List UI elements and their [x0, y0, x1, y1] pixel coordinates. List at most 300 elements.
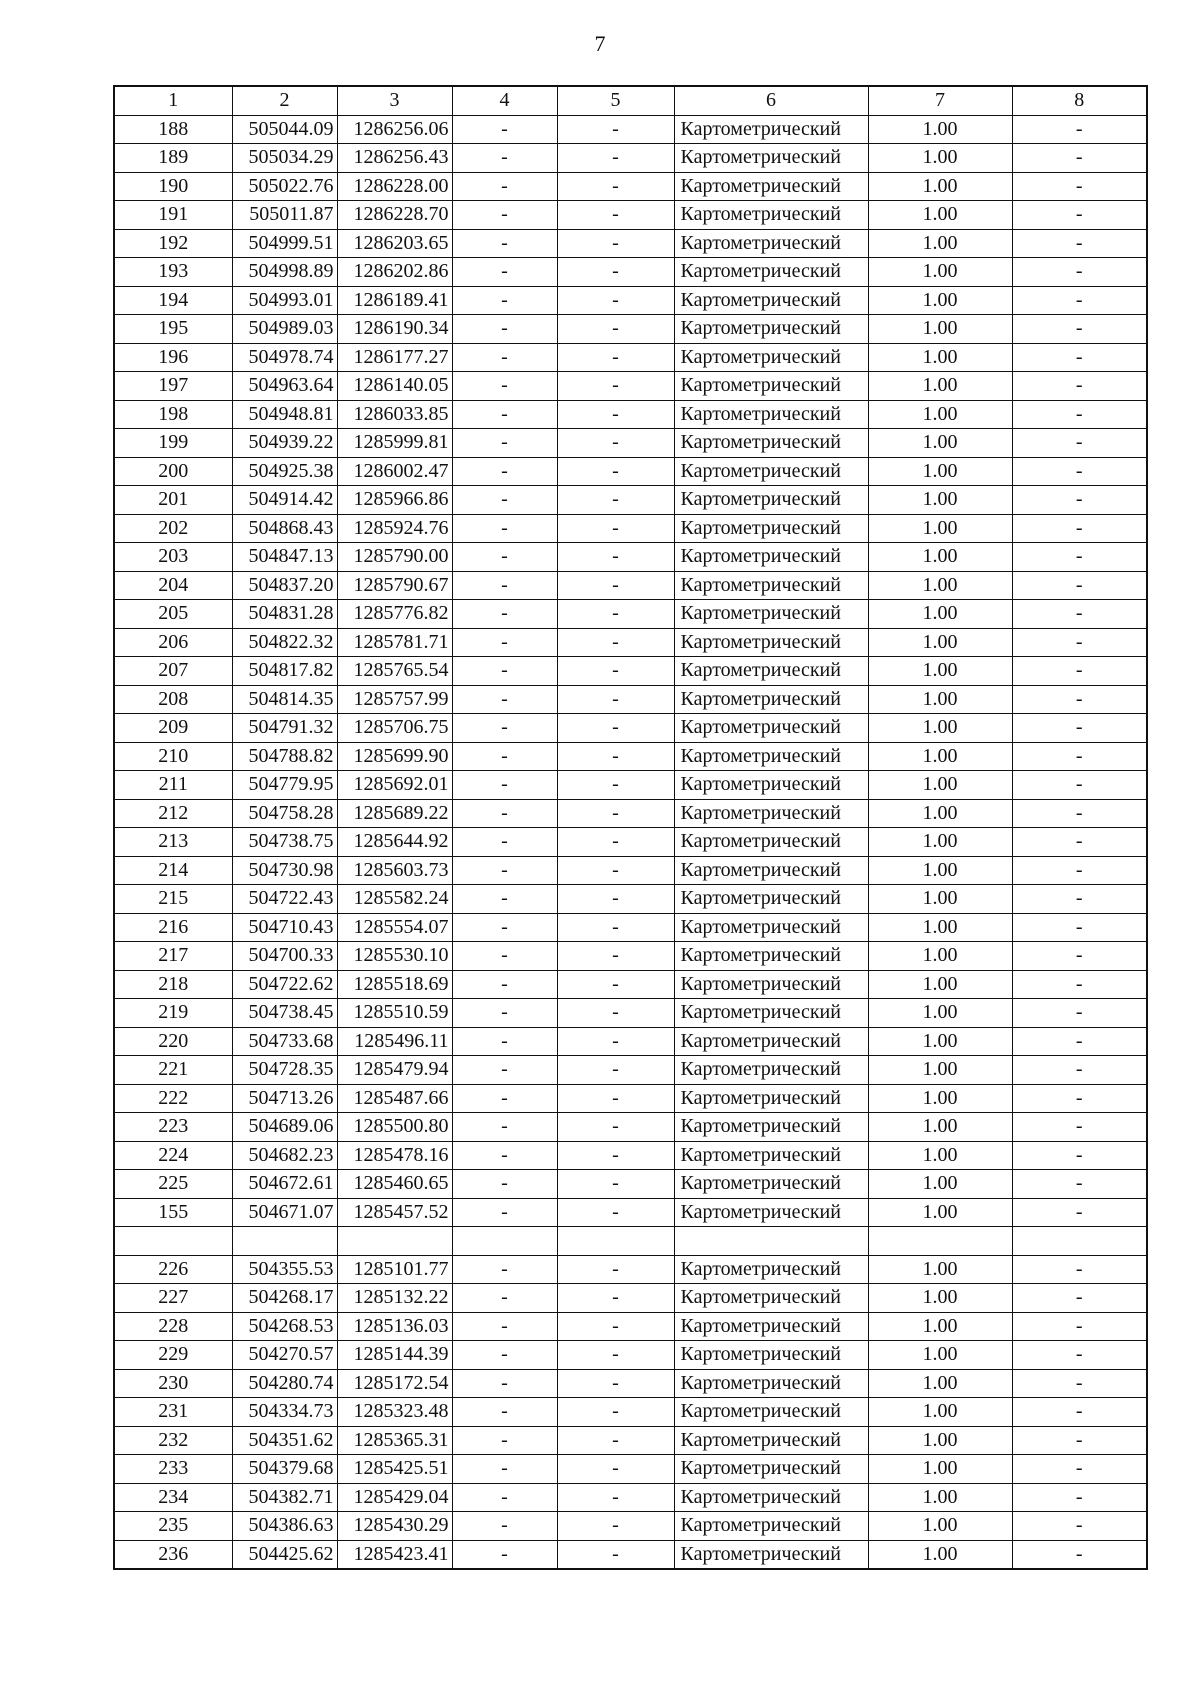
col-5-value-cell: - — [557, 343, 674, 372]
accuracy-cell: 1.00 — [868, 856, 1012, 885]
point-number-cell: 205 — [114, 600, 232, 629]
method-cell: Картометрический — [674, 1027, 868, 1056]
accuracy-cell: 1.00 — [868, 343, 1012, 372]
table-row — [114, 1227, 1147, 1256]
point-number-cell: 195 — [114, 315, 232, 344]
col-4-value-cell: - — [452, 828, 557, 857]
col-8-value-cell: - — [1012, 486, 1147, 515]
point-number-cell: 194 — [114, 286, 232, 315]
table-row — [114, 286, 1147, 315]
col-8-value-cell: - — [1012, 372, 1147, 401]
coord-y-cell: 1285101.77 — [337, 1255, 452, 1284]
col-8-value-cell: - — [1012, 1540, 1147, 1569]
accuracy-cell: 1.00 — [868, 742, 1012, 771]
col-8-value-cell: - — [1012, 571, 1147, 600]
point-number-cell: 223 — [114, 1113, 232, 1142]
coord-y-cell: 1285776.82 — [337, 600, 452, 629]
coord-x-cell: 504978.74 — [232, 343, 337, 372]
coord-x-cell: 504722.62 — [232, 970, 337, 999]
coord-y-cell: 1285430.29 — [337, 1512, 452, 1541]
method-cell: Картометрический — [674, 429, 868, 458]
coord-y-cell: 1285966.86 — [337, 486, 452, 515]
coord-y-cell: 1286177.27 — [337, 343, 452, 372]
accuracy-cell: 1.00 — [868, 1540, 1012, 1569]
coord-y-cell: 1285999.81 — [337, 429, 452, 458]
col-5-value-cell: - — [557, 657, 674, 686]
col-5-value-cell: - — [557, 115, 674, 144]
accuracy-cell: 1.00 — [868, 685, 1012, 714]
point-number-cell: 193 — [114, 258, 232, 287]
table-row — [114, 1512, 1147, 1541]
point-number-cell: 198 — [114, 400, 232, 429]
col-4-value-cell: - — [452, 600, 557, 629]
coord-x-cell: 504993.01 — [232, 286, 337, 315]
coord-x-cell: 504817.82 — [232, 657, 337, 686]
col-4-value-cell: - — [452, 172, 557, 201]
col-4-value-cell: - — [452, 913, 557, 942]
col-8-value-cell: - — [1012, 771, 1147, 800]
col-5-value-cell: - — [557, 286, 674, 315]
col-4-value-cell: - — [452, 856, 557, 885]
col-5-value-cell: - — [557, 1027, 674, 1056]
point-number-cell: 212 — [114, 799, 232, 828]
table-row — [114, 201, 1147, 230]
method-cell: Картометрический — [674, 457, 868, 486]
table-row — [114, 657, 1147, 686]
accuracy-cell: 1.00 — [868, 1512, 1012, 1541]
col-8-value-cell: - — [1012, 970, 1147, 999]
col-4-value-cell: - — [452, 1540, 557, 1569]
col-8-value-cell: - — [1012, 1113, 1147, 1142]
table-row — [114, 571, 1147, 600]
table-row — [114, 1113, 1147, 1142]
header-col-4: 4 — [452, 86, 557, 115]
coord-x-cell: 504758.28 — [232, 799, 337, 828]
method-cell: Картометрический — [674, 144, 868, 173]
point-number-cell: 204 — [114, 571, 232, 600]
col-8-value-cell: - — [1012, 1084, 1147, 1113]
col-8-value-cell: - — [1012, 400, 1147, 429]
coord-y-cell: 1285644.92 — [337, 828, 452, 857]
coord-y-cell: 1285781.71 — [337, 628, 452, 657]
table-row — [114, 144, 1147, 173]
point-number-cell: 220 — [114, 1027, 232, 1056]
point-number-cell: 206 — [114, 628, 232, 657]
header-col-1: 1 — [114, 86, 232, 115]
accuracy-cell: 1.00 — [868, 258, 1012, 287]
col-5-value-cell: - — [557, 1312, 674, 1341]
method-cell: Картометрический — [674, 1113, 868, 1142]
coord-y-cell: 1285765.54 — [337, 657, 452, 686]
col-4-value-cell: - — [452, 1341, 557, 1370]
coord-y-cell: 1285457.52 — [337, 1198, 452, 1227]
table-row — [114, 1483, 1147, 1512]
col-5-value-cell: - — [557, 571, 674, 600]
col-4-value-cell: - — [452, 144, 557, 173]
accuracy-cell: 1.00 — [868, 1056, 1012, 1085]
method-cell: Картометрический — [674, 1398, 868, 1427]
coord-y-cell: 1285924.76 — [337, 514, 452, 543]
coord-x-cell: 504822.32 — [232, 628, 337, 657]
col-4-value-cell: - — [452, 885, 557, 914]
col-8-value-cell: - — [1012, 1170, 1147, 1199]
coord-x-cell: 504728.35 — [232, 1056, 337, 1085]
point-number-cell: 228 — [114, 1312, 232, 1341]
point-number-cell: 191 — [114, 201, 232, 230]
col-5-value-cell: - — [557, 1426, 674, 1455]
accuracy-cell: 1.00 — [868, 429, 1012, 458]
coord-y-cell: 1286256.06 — [337, 115, 452, 144]
coord-x-cell: 504270.57 — [232, 1341, 337, 1370]
coord-y-cell: 1285479.94 — [337, 1056, 452, 1085]
accuracy-cell: 1.00 — [868, 1284, 1012, 1313]
table-row — [114, 628, 1147, 657]
coord-x-cell: 504268.53 — [232, 1312, 337, 1341]
method-cell: Картометрический — [674, 1483, 868, 1512]
table-row — [114, 942, 1147, 971]
col-5-value-cell: - — [557, 885, 674, 914]
col-5-value-cell: - — [557, 457, 674, 486]
page-number: 7 — [594, 31, 606, 56]
col-4-value-cell: - — [452, 714, 557, 743]
accuracy-cell: 1.00 — [868, 201, 1012, 230]
col-4-value-cell: - — [452, 1141, 557, 1170]
col-8-value-cell: - — [1012, 429, 1147, 458]
accuracy-cell: 1.00 — [868, 885, 1012, 914]
col-5-value-cell: - — [557, 486, 674, 515]
point-number-cell: 232 — [114, 1426, 232, 1455]
table-row — [114, 1198, 1147, 1227]
method-cell: Картометрический — [674, 315, 868, 344]
coord-x-cell: 504355.53 — [232, 1255, 337, 1284]
col-4-value-cell: - — [452, 1084, 557, 1113]
accuracy-cell: 1.00 — [868, 1341, 1012, 1370]
col-5-value-cell: - — [557, 685, 674, 714]
col-8-value-cell: - — [1012, 628, 1147, 657]
col-4-value-cell: - — [452, 343, 557, 372]
coord-y-cell: 1286202.86 — [337, 258, 452, 287]
coord-x-cell: 504868.43 — [232, 514, 337, 543]
coord-x-cell: 504733.68 — [232, 1027, 337, 1056]
col-4-value-cell: - — [452, 1056, 557, 1085]
col-4-value-cell: - — [452, 201, 557, 230]
coord-x-cell: 505034.29 — [232, 144, 337, 173]
coord-x-cell: 504999.51 — [232, 229, 337, 258]
col-4-value-cell: - — [452, 628, 557, 657]
table-row — [114, 1455, 1147, 1484]
coord-x-cell: 504847.13 — [232, 543, 337, 572]
accuracy-cell: 1.00 — [868, 1084, 1012, 1113]
accuracy-cell: 1.00 — [868, 1483, 1012, 1512]
table-row — [114, 258, 1147, 287]
point-number-cell: 222 — [114, 1084, 232, 1113]
table-row — [114, 771, 1147, 800]
method-cell: Картометрический — [674, 1426, 868, 1455]
method-cell: Картометрический — [674, 343, 868, 372]
method-cell: Картометрический — [674, 999, 868, 1028]
point-number-cell: 210 — [114, 742, 232, 771]
col-5-value-cell: - — [557, 600, 674, 629]
col-5-value-cell: - — [557, 742, 674, 771]
col-4-value-cell: - — [452, 400, 557, 429]
coord-x-cell: 504334.73 — [232, 1398, 337, 1427]
point-number-cell: 190 — [114, 172, 232, 201]
col-5-value-cell: - — [557, 201, 674, 230]
col-8-value-cell: - — [1012, 514, 1147, 543]
col-8-value-cell: - — [1012, 1198, 1147, 1227]
col-8-value-cell: - — [1012, 144, 1147, 173]
method-cell: Картометрический — [674, 201, 868, 230]
point-number-cell: 192 — [114, 229, 232, 258]
col-4-value-cell: - — [452, 1483, 557, 1512]
coord-y-cell: 1285500.80 — [337, 1113, 452, 1142]
table-row — [114, 1341, 1147, 1370]
col-8-value-cell: - — [1012, 600, 1147, 629]
accuracy-cell: 1.00 — [868, 1198, 1012, 1227]
col-4-value-cell: - — [452, 543, 557, 572]
coord-x-cell: 504738.45 — [232, 999, 337, 1028]
method-cell: Картометрический — [674, 229, 868, 258]
col-5-value-cell: - — [557, 400, 674, 429]
table-row — [114, 1369, 1147, 1398]
coord-y-cell: 1285429.04 — [337, 1483, 452, 1512]
accuracy-cell: 1.00 — [868, 286, 1012, 315]
accuracy-cell: 1.00 — [868, 1141, 1012, 1170]
table-row — [114, 999, 1147, 1028]
col-4-value-cell: - — [452, 372, 557, 401]
table-row — [114, 457, 1147, 486]
coord-y-cell: 1285496.11 — [337, 1027, 452, 1056]
coord-x-cell: 504779.95 — [232, 771, 337, 800]
col-5-value-cell: - — [557, 1170, 674, 1199]
coord-y-cell: 1286140.05 — [337, 372, 452, 401]
accuracy-cell: 1.00 — [868, 1027, 1012, 1056]
method-cell: Картометрический — [674, 115, 868, 144]
table-row — [114, 828, 1147, 857]
table-row — [114, 172, 1147, 201]
coord-y-cell: 1285530.10 — [337, 942, 452, 971]
col-5-value-cell: - — [557, 144, 674, 173]
accuracy-cell: 1.00 — [868, 1398, 1012, 1427]
accuracy-cell: 1.00 — [868, 714, 1012, 743]
coord-y-cell: 1285692.01 — [337, 771, 452, 800]
point-number-cell: 219 — [114, 999, 232, 1028]
col-5-value-cell: - — [557, 913, 674, 942]
coord-x-cell: 504963.64 — [232, 372, 337, 401]
method-cell: Картометрический — [674, 172, 868, 201]
table-row — [114, 1027, 1147, 1056]
method-cell: Картометрический — [674, 1455, 868, 1484]
coord-y-cell: 1285478.16 — [337, 1141, 452, 1170]
point-number-cell: 217 — [114, 942, 232, 971]
coord-y-cell: 1285144.39 — [337, 1341, 452, 1370]
header-col-3: 3 — [337, 86, 452, 115]
col-5-value-cell: - — [557, 1255, 674, 1284]
col-8-value-cell: - — [1012, 286, 1147, 315]
accuracy-cell: 1.00 — [868, 828, 1012, 857]
col-8-value-cell: - — [1012, 828, 1147, 857]
col-8-value-cell: - — [1012, 315, 1147, 344]
coord-x-cell: 504814.35 — [232, 685, 337, 714]
col-4-value-cell: - — [452, 942, 557, 971]
point-number-cell: 226 — [114, 1255, 232, 1284]
coord-x-cell: 504672.61 — [232, 1170, 337, 1199]
coord-y-cell: 1285172.54 — [337, 1369, 452, 1398]
col-5-value-cell: - — [557, 1512, 674, 1541]
table-header — [114, 86, 1147, 115]
method-cell: Картометрический — [674, 657, 868, 686]
coord-x-cell: 504710.43 — [232, 913, 337, 942]
col-5-value-cell: - — [557, 1455, 674, 1484]
col-5-value-cell: - — [557, 628, 674, 657]
table-row — [114, 543, 1147, 572]
coord-y-cell: 1285423.41 — [337, 1540, 452, 1569]
table-row — [114, 1084, 1147, 1113]
point-number-cell: 233 — [114, 1455, 232, 1484]
col-4-value-cell: - — [452, 514, 557, 543]
header-col-5: 5 — [557, 86, 674, 115]
method-cell: Картометрический — [674, 685, 868, 714]
coord-y-cell: 1285510.59 — [337, 999, 452, 1028]
coord-y-cell: 1286189.41 — [337, 286, 452, 315]
coord-x-cell: 505011.87 — [232, 201, 337, 230]
col-5-value-cell: - — [557, 1398, 674, 1427]
coord-x-cell: 504671.07 — [232, 1198, 337, 1227]
method-cell: Картометрический — [674, 970, 868, 999]
point-number-cell: 202 — [114, 514, 232, 543]
col-4-value-cell: - — [452, 1426, 557, 1455]
col-4-value-cell: - — [452, 258, 557, 287]
accuracy-cell: 1.00 — [868, 1369, 1012, 1398]
col-8-value-cell: - — [1012, 229, 1147, 258]
col-8-value-cell: - — [1012, 343, 1147, 372]
col-4-value-cell: - — [452, 1312, 557, 1341]
coord-y-cell: 1285554.07 — [337, 913, 452, 942]
col-8-value-cell: - — [1012, 685, 1147, 714]
header-col-6: 6 — [674, 86, 868, 115]
accuracy-cell: 1.00 — [868, 999, 1012, 1028]
accuracy-cell: 1.00 — [868, 942, 1012, 971]
coord-y-cell: 1285518.69 — [337, 970, 452, 999]
col-5-value-cell: - — [557, 1483, 674, 1512]
col-8-value-cell: - — [1012, 457, 1147, 486]
col-4-value-cell: - — [452, 1455, 557, 1484]
col-5-value-cell: - — [557, 714, 674, 743]
table-body — [114, 115, 1147, 1569]
header-col-8: 8 — [1012, 86, 1147, 115]
point-number-cell: 196 — [114, 343, 232, 372]
coord-y-cell — [337, 1227, 452, 1256]
coord-y-cell: 1285323.48 — [337, 1398, 452, 1427]
coord-x-cell: 504351.62 — [232, 1426, 337, 1455]
accuracy-cell: 1.00 — [868, 457, 1012, 486]
accuracy-cell: 1.00 — [868, 1170, 1012, 1199]
point-number-cell: 229 — [114, 1341, 232, 1370]
method-cell: Картометрический — [674, 1369, 868, 1398]
coord-x-cell: 504382.71 — [232, 1483, 337, 1512]
col-8-value-cell: - — [1012, 1027, 1147, 1056]
coord-x-cell: 504791.32 — [232, 714, 337, 743]
col-8-value-cell: - — [1012, 258, 1147, 287]
header-col-7: 7 — [868, 86, 1012, 115]
col-5-value-cell: - — [557, 172, 674, 201]
coord-x-cell: 504788.82 — [232, 742, 337, 771]
accuracy-cell: 1.00 — [868, 1255, 1012, 1284]
point-number-cell: 231 — [114, 1398, 232, 1427]
table-row — [114, 372, 1147, 401]
col-8-value-cell: - — [1012, 543, 1147, 572]
coord-x-cell: 504738.75 — [232, 828, 337, 857]
table-row — [114, 685, 1147, 714]
col-4-value-cell: - — [452, 685, 557, 714]
method-cell: Картометрический — [674, 1170, 868, 1199]
coord-x-cell: 504386.63 — [232, 1512, 337, 1541]
col-5-value-cell: - — [557, 828, 674, 857]
method-cell: Картометрический — [674, 1141, 868, 1170]
col-4-value-cell: - — [452, 1113, 557, 1142]
method-cell: Картометрический — [674, 258, 868, 287]
table-row — [114, 1141, 1147, 1170]
col-5-value-cell: - — [557, 514, 674, 543]
table-row — [114, 714, 1147, 743]
point-number-cell: 230 — [114, 1369, 232, 1398]
coord-y-cell: 1286228.70 — [337, 201, 452, 230]
coord-y-cell: 1285132.22 — [337, 1284, 452, 1313]
col-5-value-cell: - — [557, 771, 674, 800]
point-number-cell: 236 — [114, 1540, 232, 1569]
col-4-value-cell: - — [452, 1398, 557, 1427]
method-cell: Картометрический — [674, 286, 868, 315]
accuracy-cell: 1.00 — [868, 486, 1012, 515]
accuracy-cell: 1.00 — [868, 799, 1012, 828]
coord-x-cell: 504689.06 — [232, 1113, 337, 1142]
col-8-value-cell: - — [1012, 172, 1147, 201]
col-5-value-cell: - — [557, 1341, 674, 1370]
col-4-value-cell: - — [452, 286, 557, 315]
method-cell: Картометрический — [674, 1540, 868, 1569]
method-cell: Картометрический — [674, 856, 868, 885]
method-cell: Картометрический — [674, 742, 868, 771]
col-4-value-cell: - — [452, 1198, 557, 1227]
point-number-cell: 213 — [114, 828, 232, 857]
col-8-value-cell: - — [1012, 799, 1147, 828]
accuracy-cell — [868, 1227, 1012, 1256]
col-4-value-cell: - — [452, 771, 557, 800]
col-8-value-cell: - — [1012, 657, 1147, 686]
col-5-value-cell: - — [557, 1141, 674, 1170]
accuracy-cell: 1.00 — [868, 115, 1012, 144]
coord-x-cell: 505044.09 — [232, 115, 337, 144]
col-4-value-cell: - — [452, 657, 557, 686]
coord-y-cell: 1285699.90 — [337, 742, 452, 771]
coordinates-table — [113, 85, 1148, 1570]
col-4-value-cell: - — [452, 799, 557, 828]
accuracy-cell: 1.00 — [868, 571, 1012, 600]
table-row — [114, 1255, 1147, 1284]
table-row — [114, 1398, 1147, 1427]
table-row — [114, 514, 1147, 543]
method-cell: Картометрический — [674, 600, 868, 629]
col-4-value-cell: - — [452, 1512, 557, 1541]
col-5-value-cell: - — [557, 942, 674, 971]
table-row — [114, 429, 1147, 458]
col-8-value-cell: - — [1012, 115, 1147, 144]
point-number-cell: 197 — [114, 372, 232, 401]
point-number-cell: 218 — [114, 970, 232, 999]
col-4-value-cell: - — [452, 115, 557, 144]
coord-x-cell: 504722.43 — [232, 885, 337, 914]
col-5-value-cell: - — [557, 970, 674, 999]
